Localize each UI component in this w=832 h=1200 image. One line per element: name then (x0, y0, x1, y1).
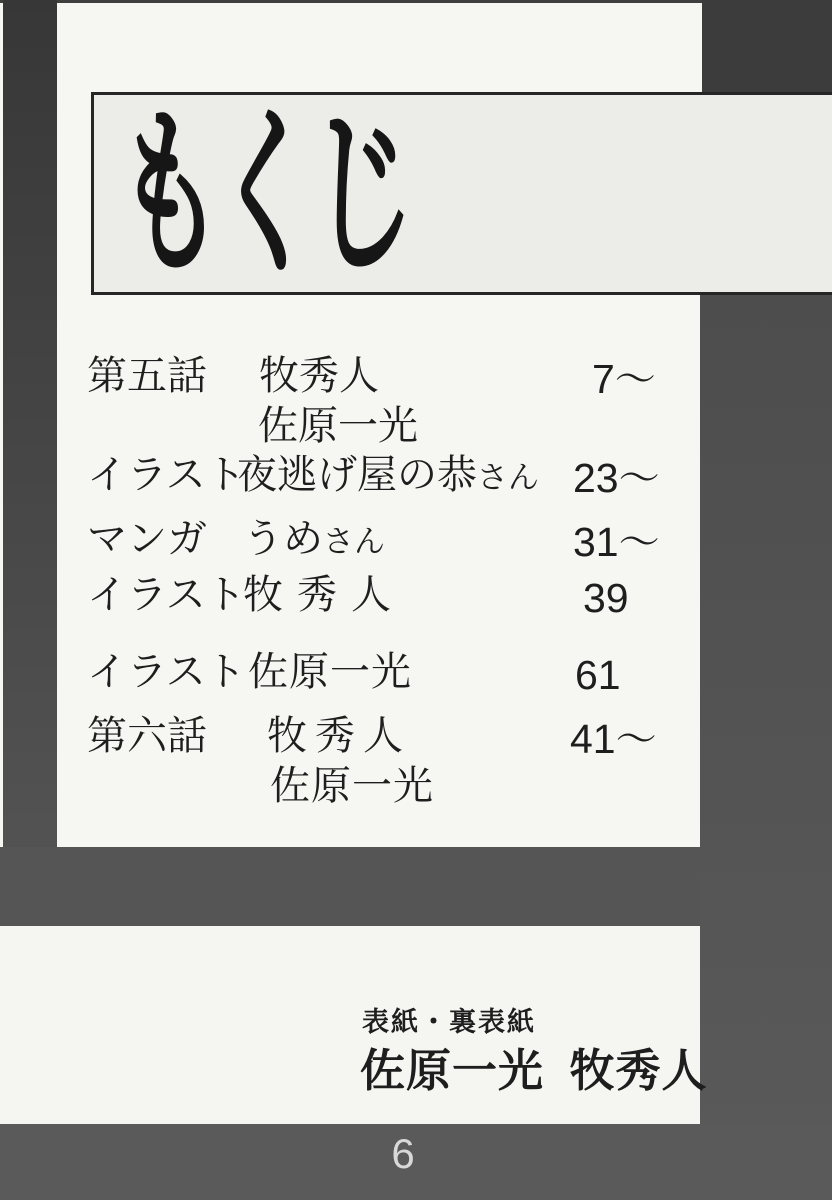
toc-row-page-number: 61 (575, 652, 621, 698)
cover-credits: 佐原一光 牧秀人 (360, 1045, 708, 1096)
toc-row-page-number: 31～ (573, 519, 660, 565)
toc-row-credit-line2: 佐原一光 (270, 764, 434, 808)
toc-row-credit-text: 佐原一光 (248, 650, 412, 694)
toc-list (87, 0, 727, 900)
toc-row-label: 第六話 (87, 714, 207, 758)
toc-row-credit-line2: 佐原一光 (258, 404, 418, 448)
page-title: もくじ (118, 94, 407, 295)
cover-label: 表紙・裏表紙 (362, 1007, 536, 1037)
toc-row-credit (259, 353, 379, 402)
toc-row-credit (237, 452, 539, 501)
toc-row-credit (267, 713, 411, 762)
toc-row-credit-text: うめ (243, 517, 323, 561)
toc-row-label: イラスト (87, 573, 246, 617)
toc-row-page-number: 39 (583, 575, 629, 621)
toc-row-credit-suffix: さん (323, 524, 385, 559)
cover-credits-box (0, 926, 708, 1124)
left-dark-bar (3, 0, 57, 926)
toc-row-label: イラスト (87, 453, 246, 497)
toc-row-credit-text: 牧秀人 (243, 573, 405, 617)
toc-row (87, 713, 727, 813)
toc-row-credit (248, 649, 412, 698)
toc-row-page-number: 41～ (570, 716, 657, 762)
toc-row-credit-text: 夜逃げ屋の恭 (237, 453, 477, 497)
toc-row-credit (243, 516, 385, 565)
toc-row-page-number: 23～ (573, 455, 660, 501)
toc-row-label: マンガ (87, 517, 207, 561)
toc-row-credit (243, 572, 405, 621)
toc-row-credit-text: 牧秀人 (267, 714, 411, 758)
toc-row (87, 353, 727, 453)
toc-row-page-number: 7～ (592, 356, 656, 402)
toc-row-label: イラスト (87, 650, 246, 694)
toc-row-credit-text: 牧秀人 (259, 354, 379, 398)
toc-row-credit-suffix: さん (477, 460, 539, 495)
page-number: 6 (391, 1130, 415, 1177)
toc-row-label: 第五話 (87, 354, 207, 398)
